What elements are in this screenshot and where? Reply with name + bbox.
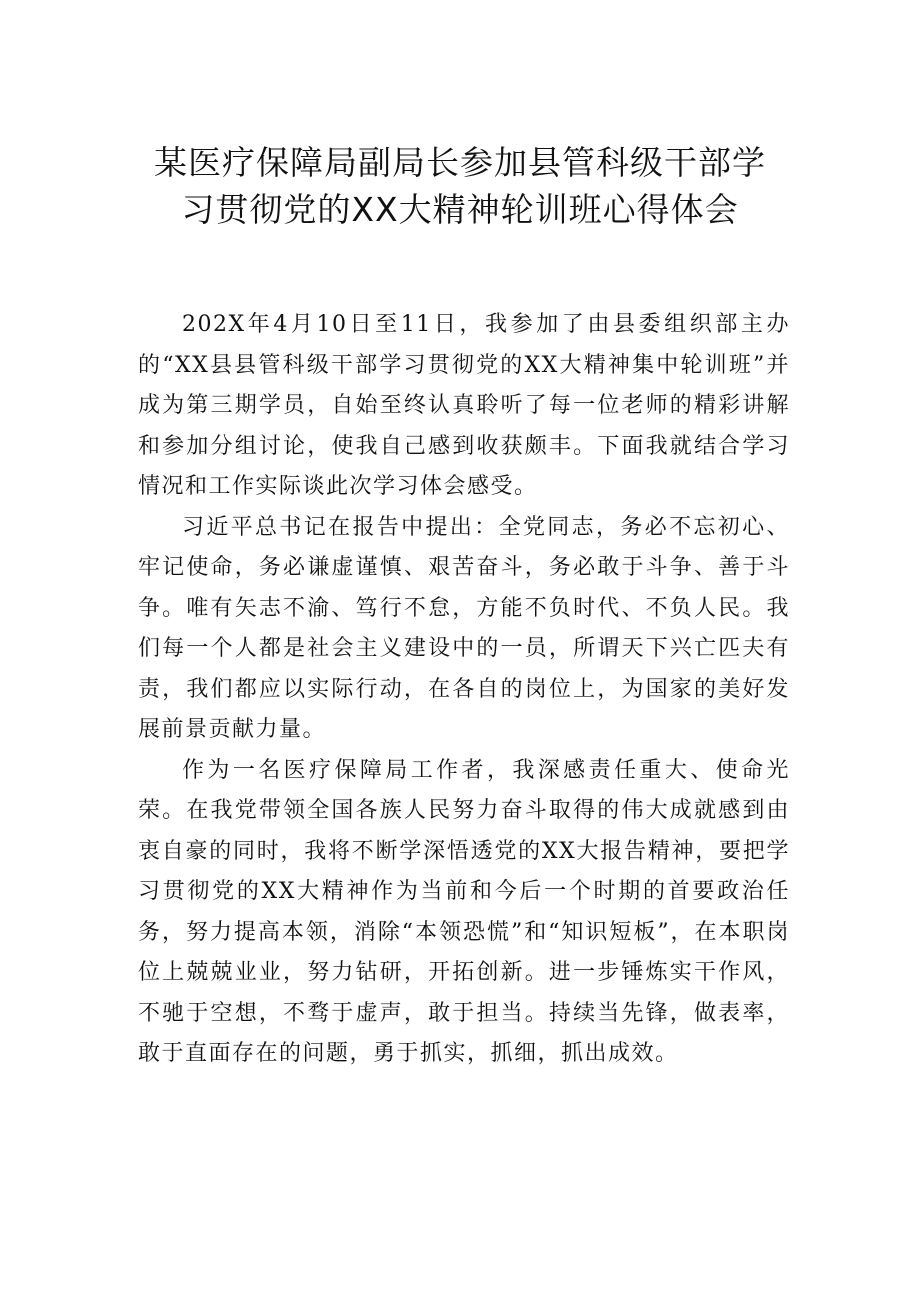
document-body (138, 305, 790, 1075)
document-title-line-1: 某医疗保障局副局长参加县管科级干部学 (154, 143, 766, 182)
paragraph-2: 习近平总书记在报告中提出：全党同志，务必不忘初心、牢记使命，务必谦虚谨慎、艰苦奋斗，务必敢于斗争、善于斗争。唯有矢志不渝、笃行不怠，方能不负时代、不负人民。我们每一个人都是社会主义建设中的一员，所谓天下兴亡匹夫有责，我们都应以实际行动，在各自的岗位上，为国家的美好发展前景贡献力量。 (138, 514, 790, 742)
document-title-line-2: 习贯彻党的XX大精神轮训班心得体会 (181, 190, 739, 229)
paragraph-1: 202X年4月10日至11日，我参加了由县委组织部主办的“XX县县管科级干部学习贯彻党的XX大精神集中轮训班”并成为第三期学员，自始至终认真聆听了每一位老师的精彩讲解和参加分组讨论，使我自己感到收获颇丰。下面我就结合学习情况和工作实际谈此次学习体会感受。 (138, 312, 790, 499)
paragraph-3: 作为一名医疗保障局工作者，我深感责任重大、使命光荣。在我党带领全国各族人民努力奋斗取得的伟大成就感到由衷自豪的同时，我将不断学深悟透党的XX大报告精神，要把学习贯彻党的XX大精神作为当前和今后一个时期的首要政治任务，努力提高本领，消除“本领恐慌”和“知识短板”，在本职岗位上兢兢业业，努力钻研，开拓创新。进一步锤炼实干作风，不驰于空想，不骛于虚声，敢于担当。持续当先锋，做表率，敢于直面存在的问题，勇于抓实，抓细，抓出成效。 (138, 757, 790, 1066)
